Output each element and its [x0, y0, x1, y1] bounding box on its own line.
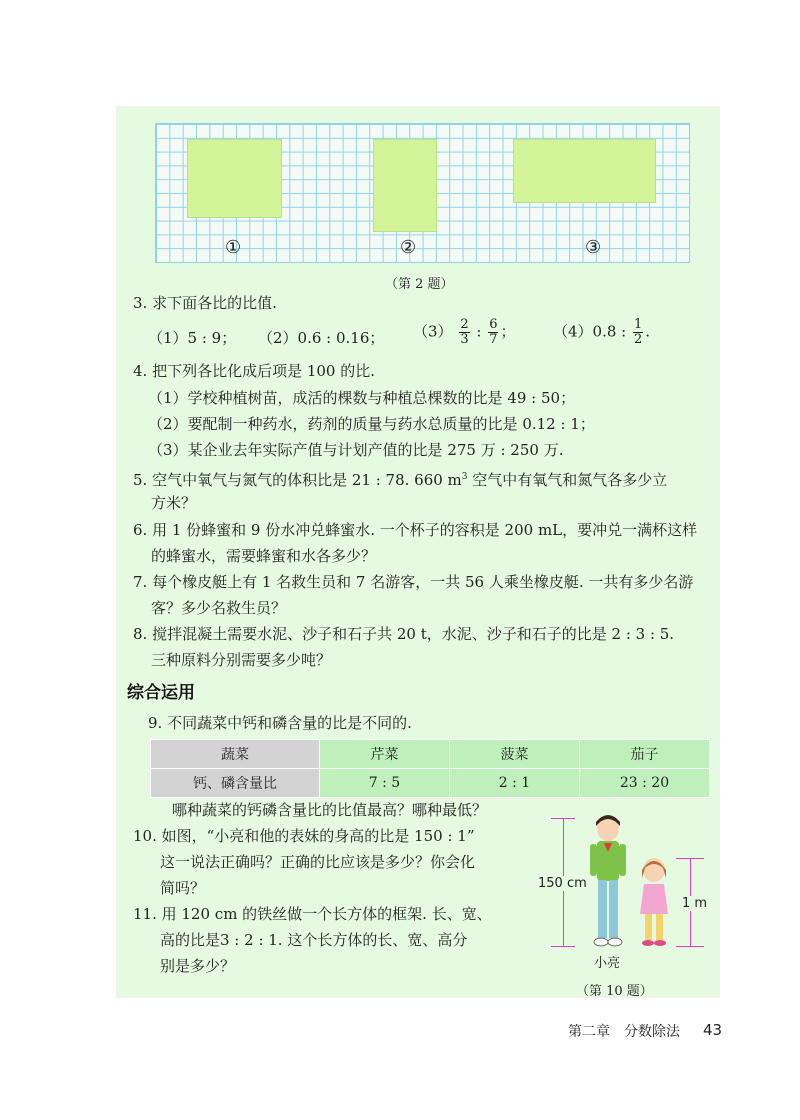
table-cell: 菠菜: [450, 740, 580, 769]
q3-item-1: （1）5 : 9；: [148, 329, 237, 347]
q7-line-2: 客？多少名救生员？: [151, 599, 287, 617]
table-cell: 芹菜: [320, 740, 450, 769]
boy-height-label: 150 cm: [538, 876, 587, 891]
table-row: [151, 769, 710, 798]
figure-10-caption: （第 10 题）: [576, 984, 653, 999]
q3-item-3: （3） $\frac{2}{3}$ : $\frac{6}{7}$ ；: [413, 317, 516, 347]
q11-line-2: 高的比是3 : 2 : 1. 这个长方体的长、宽、高分: [160, 931, 468, 949]
table-cell: 钙、磷含量比: [151, 769, 320, 798]
table-cell: 23 : 20: [580, 769, 710, 798]
girl-height-top-tick: [676, 858, 704, 859]
fraction-6-7: [488, 318, 498, 347]
q9-title: 9. 不同蔬菜中钙和磷含量的比是不同的.: [148, 714, 412, 732]
table-cell: 7 : 5: [320, 769, 450, 798]
fraction-2-3: [459, 318, 469, 347]
boy-height-top-tick: [551, 818, 575, 819]
q6-line-2: 的蜂蜜水，需要蜂蜜和水各多少？: [151, 547, 377, 565]
q9-question: 哪种蔬菜的钙磷含量比的比值最高？哪种最低？: [172, 801, 488, 819]
q3-item-4-prefix: （4）0.8 :: [553, 322, 631, 341]
fraction-numerator: 6: [489, 317, 498, 332]
figure-2-caption: （第 2 题）: [385, 277, 454, 292]
q10-line-3: 简吗？: [160, 879, 206, 897]
q5-text-a: 5. 空气中氧气与氮气的体积比是 21 : 78. 660 m: [133, 471, 462, 489]
table-row: [151, 740, 710, 769]
q3-item-2: （2）0.6 : 0.16；: [258, 329, 385, 347]
q3-title: 3. 求下面各比的比值.: [133, 294, 277, 312]
q5-line-2: 方米？: [151, 494, 197, 512]
q4-item-2: （2）要配制一种药水，药剂的质量与药水总质量的比是 0.12 : 1；: [148, 415, 595, 433]
grid-label-3: ③: [585, 237, 602, 258]
q4-item-1: （1）学校种植树苗，成活的棵数与种植总棵数的比是 49 : 50；: [148, 389, 576, 407]
q6-line-1: 6. 用 1 份蜂蜜和 9 份水冲兑蜂蜜水. 一个杯子的容积是 200 mL，要冲兑一满杯这样: [133, 521, 698, 539]
fraction-numerator: 1: [634, 317, 643, 332]
boy-illustration: [586, 814, 630, 950]
q3-item-3-prefix: （3）: [413, 322, 453, 341]
q5-superscript: 3: [461, 472, 468, 482]
section-title: 综合运用: [127, 683, 195, 703]
grid-label-1: ①: [225, 237, 242, 258]
q4-title: 4. 把下列各比化成后项是 100 的比.: [133, 362, 376, 380]
grid-label-2: ②: [400, 237, 417, 258]
q8-line-1: 8. 搅拌混凝土需要水泥、沙子和石子共 20 t，水泥、沙子和石子的比是 2 : 3 : 5.: [133, 625, 675, 643]
q5-text-b: 空气中有氧气和氮气各多少立: [467, 471, 668, 489]
fraction-denominator: 3: [460, 332, 469, 347]
girl-height-label: 1 m: [682, 896, 708, 911]
rectangle-3: [513, 139, 656, 203]
table-cell: 2 : 1: [450, 769, 580, 798]
fraction-1-2: [633, 318, 643, 347]
table-cell: 茄子: [580, 740, 710, 769]
fraction-denominator: 2: [634, 332, 643, 347]
boy-height-bottom-tick: [551, 946, 575, 947]
rectangle-2: [373, 139, 437, 232]
q4-item-3: （3）某企业去年实际产值与计划产值的比是 275 万 : 250 万.: [148, 441, 564, 459]
fraction-denominator: 7: [489, 332, 498, 347]
vegetable-table: [150, 739, 710, 798]
q10-line-2: 这一说法正确吗？正确的比应该是多少？你会化: [160, 853, 476, 871]
q11-line-1: 11. 用 120 cm 的铁丝做一个长方体的框架. 长、宽、: [133, 905, 492, 923]
girl-height-bottom-tick: [676, 946, 704, 947]
q11-line-3: 别是多少？: [160, 957, 236, 975]
q7-line-1: 7. 每个橡皮艇上有 1 名救生员和 7 名游客，一共 56 人乘坐橡皮艇. 一共有多少名游: [133, 573, 694, 591]
girl-illustration: [636, 856, 672, 948]
chapter-label: 第二章 分数除法: [568, 1024, 680, 1040]
fraction-numerator: 2: [460, 317, 469, 332]
table-cell: 蔬菜: [151, 740, 320, 769]
q10-line-1: 10. 如图，“小亮和他的表妹的身高的比是 150 : 1”: [133, 827, 475, 845]
q3-item-4: （4）0.8 : $\frac{1}{2}$ .: [553, 317, 651, 347]
boy-name-label: 小亮: [594, 956, 621, 971]
rectangle-1: [187, 139, 282, 218]
q5-line-1: [133, 467, 667, 490]
q8-line-2: 三种原料分别需要多少吨？: [151, 651, 332, 669]
page-number: 43: [703, 1021, 723, 1039]
